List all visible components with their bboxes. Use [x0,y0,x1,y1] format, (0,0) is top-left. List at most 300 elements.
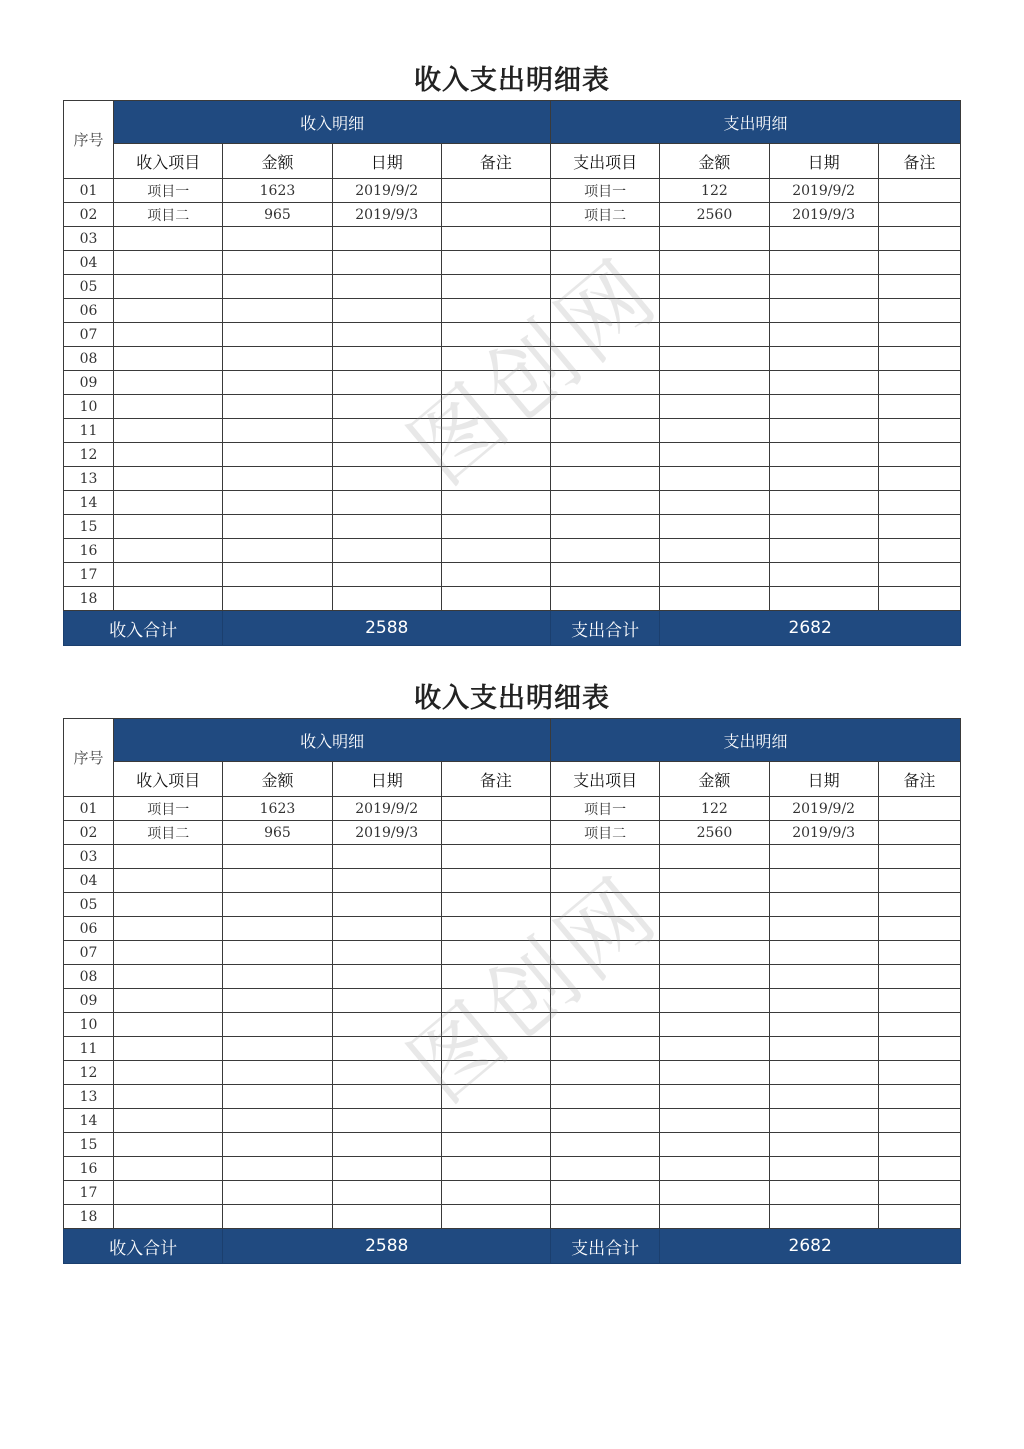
table-cell[interactable] [551,1157,660,1181]
table-cell[interactable] [114,467,223,491]
table-cell[interactable] [769,467,878,491]
table-cell[interactable] [660,845,769,869]
table-cell[interactable] [441,1205,550,1229]
table-cell[interactable] [769,1157,878,1181]
table-cell[interactable] [878,941,960,965]
table-cell[interactable] [114,299,223,323]
table-cell[interactable] [114,1133,223,1157]
table-cell[interactable] [551,1037,660,1061]
table-cell[interactable] [332,371,441,395]
table-cell[interactable] [551,467,660,491]
table-cell[interactable] [114,893,223,917]
table-cell[interactable] [441,251,550,275]
table-cell[interactable]: 2019/9/3 [332,821,441,845]
table-cell[interactable] [878,299,960,323]
table-cell[interactable] [660,1037,769,1061]
table-cell[interactable] [223,515,332,539]
table-cell[interactable] [769,893,878,917]
table-cell[interactable] [441,419,550,443]
table-cell[interactable]: 122 [660,179,769,203]
table-cell[interactable] [223,467,332,491]
table-cell[interactable] [660,275,769,299]
table-cell[interactable] [223,275,332,299]
table-cell[interactable] [769,275,878,299]
table-cell[interactable] [551,395,660,419]
table-cell[interactable] [878,845,960,869]
table-cell[interactable] [878,989,960,1013]
table-cell[interactable] [660,443,769,467]
table-cell[interactable] [223,1061,332,1085]
table-cell[interactable] [114,1205,223,1229]
table-cell[interactable] [441,917,550,941]
table-cell[interactable] [878,563,960,587]
table-cell[interactable] [878,965,960,989]
table-cell[interactable] [769,443,878,467]
table-cell[interactable] [332,395,441,419]
table-cell[interactable] [769,227,878,251]
table-cell[interactable] [114,587,223,611]
table-cell[interactable] [441,347,550,371]
table-cell[interactable] [769,323,878,347]
table-cell[interactable] [551,1205,660,1229]
table-cell[interactable] [878,1133,960,1157]
table-cell[interactable] [769,251,878,275]
table-cell[interactable] [551,869,660,893]
table-cell[interactable] [878,443,960,467]
table-cell[interactable] [114,1157,223,1181]
table-cell[interactable] [769,1037,878,1061]
table-cell[interactable] [769,563,878,587]
table-cell[interactable] [223,893,332,917]
table-cell[interactable] [769,347,878,371]
table-cell[interactable] [114,917,223,941]
expense-total-value: 2682 [660,611,961,646]
table-cell[interactable] [441,203,550,227]
table-cell[interactable] [769,869,878,893]
table-cell[interactable] [551,965,660,989]
table-cell[interactable] [441,323,550,347]
table-cell[interactable] [660,1157,769,1181]
table-cell[interactable]: 965 [223,203,332,227]
table-cell[interactable] [223,323,332,347]
table-cell[interactable]: 项目二 [551,821,660,845]
table-cell[interactable] [441,869,550,893]
table-cell[interactable] [332,893,441,917]
table-cell[interactable] [878,1061,960,1085]
table-cell[interactable] [551,563,660,587]
table-cell[interactable] [660,251,769,275]
table-cell[interactable] [223,869,332,893]
table-cell[interactable] [551,1085,660,1109]
table-cell[interactable] [660,395,769,419]
table-cell[interactable] [441,965,550,989]
table-cell[interactable] [332,443,441,467]
table-cell[interactable] [223,395,332,419]
row-number: 10 [64,1013,114,1037]
table-cell[interactable] [332,1133,441,1157]
table-cell[interactable] [441,491,550,515]
table-cell[interactable] [551,275,660,299]
table-cell[interactable] [441,1109,550,1133]
table-cell[interactable]: 2019/9/2 [332,797,441,821]
table-cell[interactable] [223,491,332,515]
table-cell[interactable] [660,1133,769,1157]
table-cell[interactable] [441,443,550,467]
table-cell[interactable] [223,1085,332,1109]
table-cell[interactable] [441,989,550,1013]
ledger-sheet-2 [63,680,961,1264]
table-cell[interactable] [332,419,441,443]
table-cell[interactable] [223,1013,332,1037]
table-cell[interactable] [878,395,960,419]
table-cell[interactable] [441,797,550,821]
table-cell[interactable]: 2019/9/2 [769,179,878,203]
table-cell[interactable] [332,1013,441,1037]
table-cell[interactable] [332,539,441,563]
table-cell[interactable]: 项目二 [114,821,223,845]
table-cell[interactable] [114,869,223,893]
table-cell[interactable] [332,323,441,347]
table-cell[interactable] [660,323,769,347]
table-cell[interactable] [114,989,223,1013]
table-cell[interactable] [441,179,550,203]
table-cell[interactable] [114,1085,223,1109]
table-cell[interactable] [114,323,223,347]
table-cell[interactable]: 项目一 [114,179,223,203]
table-cell[interactable] [769,1013,878,1037]
table-cell[interactable] [441,1013,550,1037]
table-cell[interactable]: 2560 [660,821,769,845]
table-cell[interactable] [769,371,878,395]
table-cell[interactable] [551,299,660,323]
table-cell[interactable] [441,299,550,323]
table-cell[interactable] [441,893,550,917]
table-cell[interactable] [223,1181,332,1205]
table-cell[interactable] [660,1061,769,1085]
table-cell[interactable] [441,275,550,299]
table-cell[interactable] [878,419,960,443]
table-cell[interactable]: 2019/9/3 [769,821,878,845]
table-cell[interactable] [878,1085,960,1109]
table-cell[interactable] [769,395,878,419]
table-cell[interactable] [441,539,550,563]
table-cell[interactable] [878,347,960,371]
table-cell[interactable] [878,1205,960,1229]
table-cell[interactable] [769,587,878,611]
table-cell[interactable] [114,347,223,371]
table-cell[interactable] [769,1061,878,1085]
table-cell[interactable] [878,1037,960,1061]
table-cell[interactable] [660,917,769,941]
table-cell[interactable] [551,347,660,371]
table-cell[interactable] [223,419,332,443]
table-cell[interactable] [769,989,878,1013]
table-cell[interactable] [769,1085,878,1109]
table-cell[interactable] [114,1181,223,1205]
table-cell[interactable] [660,941,769,965]
table-cell[interactable] [114,1109,223,1133]
table-cell[interactable] [441,467,550,491]
table-cell[interactable] [223,539,332,563]
table-cell[interactable] [441,515,550,539]
table-cell[interactable] [660,1013,769,1037]
table-cell[interactable] [114,443,223,467]
table-cell[interactable] [660,893,769,917]
table-cell[interactable] [551,539,660,563]
table-cell[interactable]: 965 [223,821,332,845]
table-cell[interactable]: 1623 [223,797,332,821]
table-cell[interactable] [660,587,769,611]
table-cell[interactable] [660,539,769,563]
table-cell[interactable] [441,1037,550,1061]
expense-group-header: 支出明细 [551,101,961,144]
table-cell[interactable] [660,1205,769,1229]
table-cell[interactable] [551,893,660,917]
table-cell[interactable] [441,1085,550,1109]
table-cell[interactable] [660,563,769,587]
table-cell[interactable]: 项目二 [551,203,660,227]
table-cell[interactable] [114,563,223,587]
table-cell[interactable] [660,1109,769,1133]
table-cell[interactable] [878,179,960,203]
table-cell[interactable] [223,563,332,587]
table-cell[interactable] [551,251,660,275]
table-cell[interactable] [441,845,550,869]
table-cell[interactable] [441,941,550,965]
table-cell[interactable] [223,1133,332,1157]
table-cell[interactable] [114,515,223,539]
table-cell[interactable] [223,371,332,395]
table-cell[interactable]: 2019/9/3 [332,203,441,227]
table-cell[interactable] [332,587,441,611]
table-cell[interactable] [660,419,769,443]
table-cell[interactable] [769,1205,878,1229]
table-row [64,515,961,539]
table-cell[interactable] [769,419,878,443]
table-cell[interactable] [551,371,660,395]
table-cell[interactable] [878,893,960,917]
table-cell[interactable] [114,1013,223,1037]
table-cell[interactable] [769,1181,878,1205]
table-cell[interactable] [769,491,878,515]
table-cell[interactable] [551,845,660,869]
table-cell[interactable] [660,491,769,515]
table-cell[interactable] [551,587,660,611]
table-cell[interactable] [769,1109,878,1133]
table-cell[interactable] [660,1181,769,1205]
table-cell[interactable] [223,227,332,251]
table-cell[interactable] [441,821,550,845]
table-cell[interactable] [332,869,441,893]
table-cell[interactable] [441,1157,550,1181]
table-cell[interactable] [660,227,769,251]
table-cell[interactable] [769,965,878,989]
table-cell[interactable] [223,587,332,611]
table-cell[interactable] [878,587,960,611]
table-cell[interactable] [878,371,960,395]
table-cell[interactable] [660,299,769,323]
table-cell[interactable]: 1623 [223,179,332,203]
table-cell[interactable] [878,203,960,227]
table-cell[interactable] [332,1157,441,1181]
table-cell[interactable] [660,371,769,395]
table-cell[interactable] [332,299,441,323]
table-cell[interactable] [878,323,960,347]
table-cell[interactable] [223,845,332,869]
table-cell[interactable] [551,989,660,1013]
table-cell[interactable] [878,869,960,893]
table-cell[interactable] [551,1109,660,1133]
table-cell[interactable] [114,371,223,395]
table-cell[interactable] [769,845,878,869]
expense-group-header: 支出明细 [551,719,961,762]
table-cell[interactable] [878,1013,960,1037]
table-cell[interactable] [332,563,441,587]
table-cell[interactable]: 2019/9/2 [769,797,878,821]
table-cell[interactable] [332,515,441,539]
table-cell[interactable] [660,869,769,893]
table-cell[interactable] [223,917,332,941]
table-cell[interactable] [223,1037,332,1061]
table-cell[interactable] [223,1157,332,1181]
row-number: 14 [64,1109,114,1133]
table-cell[interactable] [332,1085,441,1109]
row-number: 13 [64,467,114,491]
table-cell[interactable] [332,965,441,989]
table-cell[interactable] [114,395,223,419]
table-cell[interactable] [878,1157,960,1181]
table-cell[interactable] [441,1181,550,1205]
table-cell[interactable] [332,989,441,1013]
table-cell[interactable] [769,917,878,941]
table-cell[interactable]: 2560 [660,203,769,227]
table-cell[interactable] [223,941,332,965]
table-cell[interactable] [223,443,332,467]
table-cell[interactable]: 项目一 [551,797,660,821]
table-cell[interactable] [114,275,223,299]
table-cell[interactable] [332,1037,441,1061]
table-cell[interactable] [114,1037,223,1061]
table-cell[interactable]: 2019/9/3 [769,203,878,227]
table-cell[interactable]: 项目一 [551,179,660,203]
table-cell[interactable] [551,419,660,443]
table-cell[interactable]: 122 [660,797,769,821]
table-cell[interactable] [332,845,441,869]
table-cell[interactable] [332,1205,441,1229]
table-cell[interactable] [114,965,223,989]
table-cell[interactable] [878,227,960,251]
table-cell[interactable] [660,467,769,491]
table-cell[interactable] [441,1133,550,1157]
table-cell[interactable] [769,515,878,539]
table-cell[interactable] [551,1181,660,1205]
table-cell[interactable] [660,989,769,1013]
table-cell[interactable] [878,1109,960,1133]
table-cell[interactable] [223,1205,332,1229]
table-cell[interactable] [441,395,550,419]
table-cell[interactable] [660,965,769,989]
table-cell[interactable] [878,491,960,515]
table-cell[interactable] [332,491,441,515]
table-cell[interactable] [332,1061,441,1085]
table-cell[interactable] [769,941,878,965]
table-cell[interactable] [332,275,441,299]
table-cell[interactable] [114,1061,223,1085]
table-cell[interactable] [332,227,441,251]
table-cell[interactable] [660,1085,769,1109]
table-cell[interactable] [441,371,550,395]
table-cell[interactable] [878,275,960,299]
table-cell[interactable] [114,941,223,965]
table-cell[interactable] [223,251,332,275]
table-cell[interactable] [551,491,660,515]
table-cell[interactable] [551,1133,660,1157]
table-cell[interactable] [223,965,332,989]
table-cell[interactable] [332,917,441,941]
table-cell[interactable] [332,347,441,371]
table-cell[interactable]: 项目一 [114,797,223,821]
table-cell[interactable] [551,323,660,347]
table-cell[interactable] [551,515,660,539]
table-cell[interactable]: 2019/9/2 [332,179,441,203]
table-cell[interactable] [223,299,332,323]
table-cell[interactable] [878,821,960,845]
table-cell[interactable] [114,539,223,563]
table-cell[interactable] [332,251,441,275]
table-cell[interactable] [223,1109,332,1133]
table-cell[interactable] [223,347,332,371]
table-cell[interactable] [332,1181,441,1205]
table-cell[interactable] [441,1061,550,1085]
table-cell[interactable] [551,1061,660,1085]
table-cell[interactable] [114,251,223,275]
table-cell[interactable] [441,587,550,611]
table-cell[interactable] [332,467,441,491]
table-cell[interactable] [660,347,769,371]
table-cell[interactable] [660,515,769,539]
table-cell[interactable] [441,227,550,251]
table-cell[interactable] [332,1109,441,1133]
table-cell[interactable] [769,539,878,563]
row-number: 10 [64,395,114,419]
table-cell[interactable] [551,227,660,251]
table-cell[interactable] [878,539,960,563]
table-cell[interactable] [441,563,550,587]
table-cell[interactable] [114,419,223,443]
table-cell[interactable] [878,917,960,941]
table-cell[interactable] [878,467,960,491]
table-cell[interactable] [878,251,960,275]
table-cell[interactable] [878,1181,960,1205]
table-cell[interactable] [551,917,660,941]
table-cell[interactable] [332,941,441,965]
column-header: 日期 [769,762,878,797]
table-cell[interactable] [223,989,332,1013]
table-cell[interactable] [114,845,223,869]
table-cell[interactable] [551,941,660,965]
table-cell[interactable] [878,515,960,539]
table-cell[interactable] [769,1133,878,1157]
table-cell[interactable]: 项目二 [114,203,223,227]
table-cell[interactable] [769,299,878,323]
table-cell[interactable] [551,443,660,467]
table-row [64,1109,961,1133]
table-cell[interactable] [114,227,223,251]
table-row [64,797,961,821]
table-cell[interactable] [878,797,960,821]
table-cell[interactable] [551,1013,660,1037]
table-cell[interactable] [114,491,223,515]
